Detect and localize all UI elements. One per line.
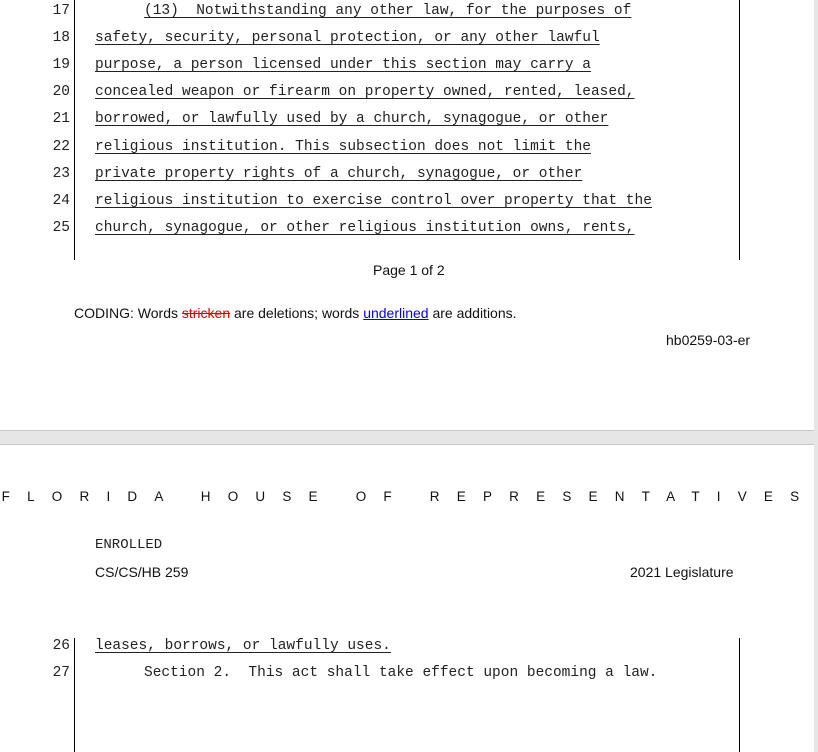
enrolled-status: ENROLLED (95, 537, 163, 553)
legislature-session: 2021 Legislature (630, 564, 734, 580)
coding-stricken-sample: stricken (181, 305, 231, 321)
chamber-header: FLORIDA HOUSE OF REPRESENTATIVES (1, 489, 817, 504)
page-number: Page 1 of 2 (373, 262, 445, 278)
bill-text-line: religious institution. This subsection does not limit the (95, 139, 591, 155)
bill-text-line: borrowed, or lawfully used by a church, synagogue, or other (95, 111, 609, 127)
right-margin-rule (739, 0, 740, 260)
coding-prefix: CODING: Words (74, 305, 182, 321)
line-number: 21 (52, 111, 70, 127)
document-code: hb0259-03-er (666, 332, 751, 348)
bill-text-line: leases, borrows, or lawfully uses. (95, 638, 391, 654)
line-number: 22 (52, 139, 70, 155)
bill-text-line: purpose, a person licensed under this section may carry a (95, 57, 591, 73)
bill-text-line: Section 2. This act shall take effect upon becoming a law. (144, 665, 658, 681)
coding-middle: are deletions; words (230, 305, 364, 321)
bill-text-line: private property rights of a church, synagogue, or other (95, 166, 583, 182)
bill-text-line: (13) Notwithstanding any other law, for the purposes of (144, 3, 632, 19)
coding-legend (74, 305, 517, 321)
left-margin-rule (74, 0, 75, 260)
line-number: 23 (52, 166, 70, 182)
line-number: 27 (52, 665, 70, 681)
coding-suffix: are additions. (428, 305, 517, 321)
bill-text-line: safety, security, personal protection, or any other lawful (95, 30, 600, 46)
line-number: 26 (52, 638, 70, 654)
page-2 (0, 444, 817, 752)
bill-text-line: church, synagogue, or other religious institution owns, rents, (95, 220, 635, 236)
left-margin-rule (74, 638, 75, 752)
bill-number: CS/CS/HB 259 (95, 564, 189, 580)
coding-underlined-sample: underlined (363, 305, 429, 321)
line-number: 24 (52, 193, 70, 209)
line-number: 19 (52, 57, 70, 73)
line-number: 18 (52, 30, 70, 46)
line-number: 25 (52, 220, 70, 236)
right-margin-rule (739, 638, 740, 752)
line-number: 20 (52, 84, 70, 100)
line-number: 17 (52, 3, 70, 19)
bill-text-line: concealed weapon or firearm on property owned, rented, leased, (95, 84, 635, 100)
bill-text-line: religious institution to exercise control over property that the (95, 193, 652, 209)
